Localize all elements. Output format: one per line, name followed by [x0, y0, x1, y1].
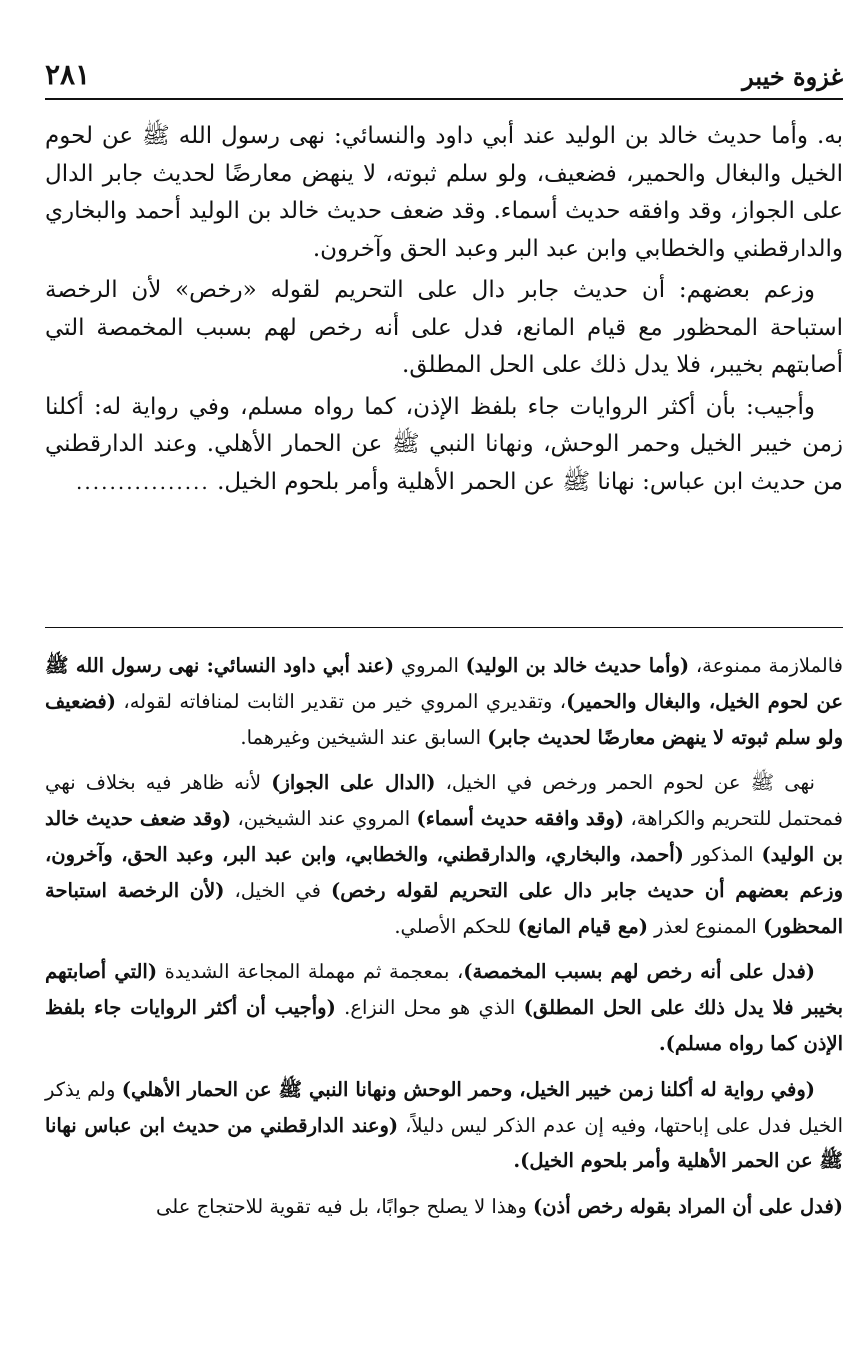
page-number: ٢٨١: [45, 58, 91, 91]
commentary-paragraph: [45, 1189, 843, 1225]
ellipsis-dots: ................: [76, 469, 210, 494]
text-run: السابق عند الشيخين وغيرهما.: [240, 725, 488, 749]
bold-quote: (التي أصابتهم بخيبر فلا يدل ذلك على الحل المطلق): [45, 960, 843, 1020]
commentary-paragraph: [45, 954, 843, 1061]
text-run: الذي هو محل النزاع.: [335, 996, 524, 1020]
text-run: نهى ﷺ عن لحوم الحمر ورخص في الخيل،: [435, 771, 815, 795]
main-paragraph: وزعم بعضهم: أن حديث جابر دال على التحريم لقوله «رخص» لأن الرخصة استباحة المحظور مع قيام المانع، فدل على أنه رخص لهم بسبب المخمصة التي أصابتهم بخيبر، فلا يدل ذلك على الحل المطلق.: [45, 277, 843, 378]
bold-quote: (الدال على الجواز): [271, 771, 436, 795]
text-run: لأنه ظاهر فيه بخلاف نهي فمحتمل للتحريم والكراهة،: [45, 771, 843, 831]
bold-quote: (أحمد، والبخاري، والدارقطني، والخطابي، وابن عبد البر، وعبد الحق، وآخرون، وزعم بعضهم أن حديث جابر دال على التحريم لقوله رخص): [45, 842, 844, 902]
bold-quote: (وقد وافقه حديث أسماء): [416, 807, 625, 831]
bold-quote: (وأجيب أن أكثر الروايات جاء بلفظ الإذن كما رواه مسلم).: [45, 996, 843, 1055]
commentary-text: [45, 648, 843, 1235]
bold-quote: (وفي رواية له أكلنا زمن خيبر الخيل، وحمر الوحش ونهانا النبي ﷺ عن الحمار الأهلي): [121, 1077, 815, 1101]
text-run: ، بمعجمة ثم مهملة المجاعة الشديدة: [157, 960, 464, 984]
bold-quote: (وعند الدارقطني من حديث ابن عباس نهانا ﷺ عن الحمر الأهلية وأمر بلحوم الخيل).: [45, 1113, 843, 1173]
main-text: [45, 118, 843, 505]
text-run: للحكم الأصلي.: [394, 914, 518, 938]
bold-quote: (وقد ضعف حديث خالد بن الوليد): [45, 807, 843, 866]
commentary-paragraph: [45, 1072, 843, 1179]
bold-quote: (فدل على أن المراد بقوله رخص أذن): [532, 1195, 843, 1219]
text-run: ، وتقديري المروي خير من تقدير الثابت لمنافاته لقوله،: [115, 689, 567, 713]
separator-rule: [45, 627, 843, 628]
text-run: ولم يذكر الخيل فدل على إباحتها، وفيه إن عدم الذكر ليس دليلاً،: [45, 1077, 843, 1137]
text-run: فالملازمة ممنوعة،: [689, 654, 843, 677]
page-header: [45, 50, 843, 98]
main-paragraph: [45, 389, 843, 502]
commentary-paragraph: [45, 765, 843, 944]
bold-quote: (فضعيف ولو سلم ثبوته لا ينهض معارضًا لحديث جابر): [45, 689, 843, 749]
commentary-paragraph: [45, 648, 843, 755]
running-title: غزوة خيبر: [742, 62, 843, 91]
text-run: في الخيل،: [224, 878, 331, 902]
main-paragraph-text: وأجيب: بأن أكثر الروايات جاء بلفظ الإذن، كما رواه مسلم، وفي رواية له: أكلنا زمن خيبر الخيل وحمر الوحش، ونهانا النبي ﷺ عن الحمار الأهلي. وعند الدارقطني من حديث ابن عباس: نهانا ﷺ عن الحمر الأهلية وأمر بلحوم الخيل.: [45, 393, 843, 495]
bold-quote: (وأما حديث خالد بن الوليد): [465, 654, 690, 677]
header-rule: [45, 98, 843, 100]
bold-quote: (فدل على أنه رخص لهم بسبب المخمصة): [463, 960, 815, 984]
bold-quote: (عند أبي داود النسائي: نهى رسول الله ﷺ عن لحوم الخيل، والبغال والحمير): [45, 654, 843, 713]
text-run: الممنوع لعذر: [647, 914, 764, 938]
main-paragraph: به. وأما حديث خالد بن الوليد عند أبي داود والنسائي: نهى رسول الله ﷺ عن لحوم الخيل والبغال والحمير، فضعيف، ولو سلم ثبوته، لا ينهض معارضًا لحديث جابر الدال على الجواز، وقد وافقه حديث أسماء. وقد ضعف حديث خالد بن الوليد أحمد والبخاري والدارقطني والخطابي وابن عبد البر وعبد الحق وآخرون.: [45, 123, 843, 262]
text-run: وهذا لا يصلح جوابًا، بل فيه تقوية للاحتجاج على: [156, 1195, 533, 1219]
bold-quote: (لأن الرخصة استباحة المحظور): [45, 878, 843, 938]
bold-quote: (مع قيام المانع): [517, 914, 648, 938]
text-run: المذكور: [683, 842, 762, 866]
text-run: المروي عند الشيخين،: [231, 807, 417, 831]
text-run: المروي: [394, 654, 466, 677]
